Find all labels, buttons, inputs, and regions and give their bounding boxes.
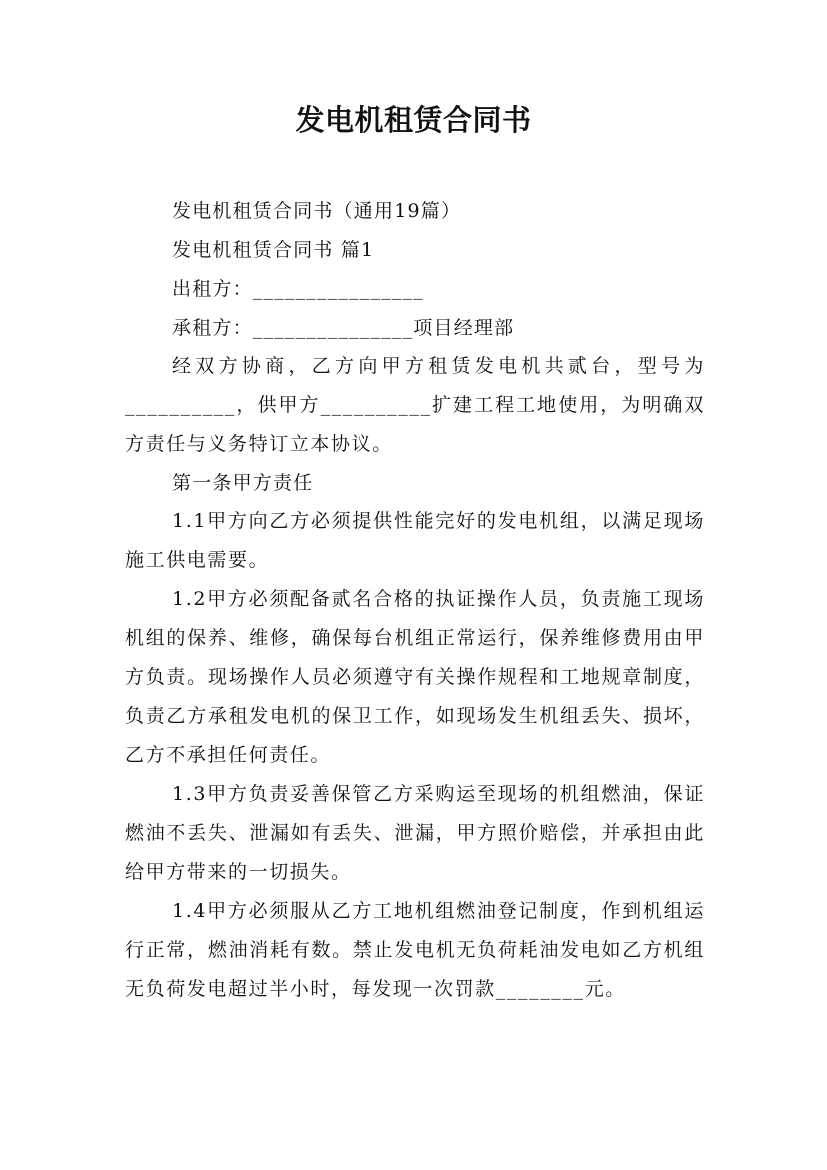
clause-1-1: 1.1甲方向乙方必须提供性能完好的发电机组，以满足现场施工供电需要。 [125,510,705,571]
lessee-line: 承租方：_______________项目经理部 [172,317,515,339]
intro-paragraph: 经双方协商，乙方向甲方租赁发电机共贰台，型号为__________，供甲方__________扩建工程工地使用，为明确双方责任与义务特订立本协议。 [125,355,705,455]
article-one-heading: 第一条甲方责任 [172,472,314,494]
document-subtitle: 发电机租赁合同书（通用19篇） [172,200,462,222]
section-heading: 发电机租赁合同书 篇1 [172,239,375,261]
lessor-line: 出租方：________________ [172,278,425,300]
clause-1-4: 1.4甲方必须服从乙方工地机组燃油登记制度，作到机组运行正常，燃油消耗有数。禁止发电机无负荷耗油发电如乙方机组无负荷发电超过半小时，每发现一次罚款________元。 [125,900,705,1000]
document-title: 发电机租赁合同书 [295,103,532,137]
clause-1-3: 1.3甲方负责妥善保管乙方采购运至现场的机组燃油，保证燃油不丢失、泄漏如有丢失、泄漏，甲方照价赔偿，并承担由此给甲方带来的一切损失。 [125,783,705,883]
clause-1-2: 1.2甲方必须配备贰名合格的执证操作人员，负责施工现场机组的保养、维修，确保每台机组正常运行，保养维修费用由甲方负责。现场操作人员必须遵守有关操作规程和工地规章制度，负责乙方承租发电机的保卫工作，如现场发生机组丢失、损坏，乙方不承担任何责任。 [125,588,705,766]
